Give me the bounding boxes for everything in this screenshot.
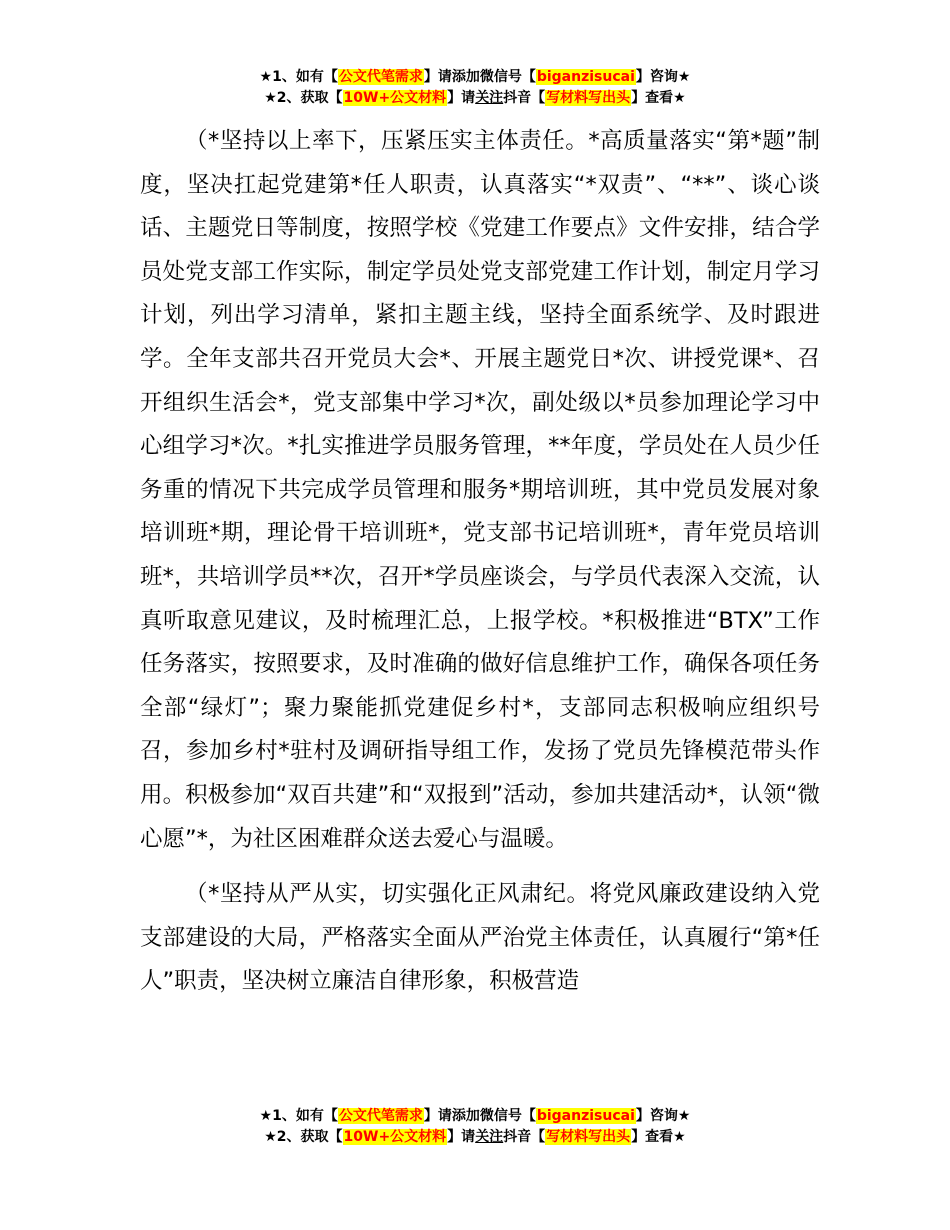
promo-highlight-ghostwriting: 公文代笔需求 bbox=[338, 69, 423, 85]
promo-line-2-suffix: 】查看★ bbox=[631, 1129, 686, 1145]
promo-line-2 bbox=[0, 1127, 950, 1148]
promo-highlight-ghostwriting: 公文代笔需求 bbox=[338, 1108, 423, 1124]
promo-highlight-wechat-id: biganzisucai bbox=[536, 1108, 635, 1124]
promo-line-2-middle-before: 】请 bbox=[447, 90, 476, 106]
promo-highlight-douyin-account: 写材料写出头 bbox=[546, 1129, 631, 1145]
promo-line-1-middle: 】请添加微信号【 bbox=[423, 69, 536, 85]
promo-highlight-wechat-id: biganzisucai bbox=[536, 69, 635, 85]
promo-underlined-follow: 关注 bbox=[475, 90, 504, 106]
promo-banner-top bbox=[0, 67, 950, 109]
promo-line-2-middle-after: 抖音【 bbox=[503, 90, 546, 106]
promo-highlight-douyin-account: 写材料写出头 bbox=[546, 90, 631, 106]
promo-line-2 bbox=[0, 88, 950, 109]
promo-line-1 bbox=[0, 1106, 950, 1127]
promo-line-2-suffix: 】查看★ bbox=[631, 90, 686, 106]
promo-line-1-prefix: ★1、如有【 bbox=[259, 1108, 338, 1124]
promo-highlight-materials: 10W+公文材料 bbox=[343, 1129, 447, 1145]
promo-line-1-prefix: ★1、如有【 bbox=[259, 69, 338, 85]
promo-line-1-middle: 】请添加微信号【 bbox=[423, 1108, 536, 1124]
promo-line-1-suffix: 】咨询★ bbox=[635, 69, 691, 85]
promo-underlined-follow: 关注 bbox=[475, 1129, 504, 1145]
promo-line-1-suffix: 】咨询★ bbox=[635, 1108, 691, 1124]
promo-line-2-prefix: ★2、获取【 bbox=[264, 90, 343, 106]
promo-banner-bottom bbox=[0, 1106, 950, 1148]
promo-line-1 bbox=[0, 67, 950, 88]
promo-highlight-materials: 10W+公文材料 bbox=[343, 90, 447, 106]
promo-line-2-middle-after: 抖音【 bbox=[503, 1129, 546, 1145]
paragraph-discipline: （*坚持从严从实，切实强化正风肃纪。将党风廉政建设纳入党支部建设的大局，严格落实全面从严治党主体责任，认真履行“第*任人”职责，坚决树立廉洁自律形象，积极营造 bbox=[140, 881, 820, 995]
document-body bbox=[140, 120, 820, 1004]
promo-line-2-middle-before: 】请 bbox=[447, 1129, 476, 1145]
promo-line-2-prefix: ★2、获取【 bbox=[264, 1129, 343, 1145]
paragraph-responsibility: （*坚持以上率下，压紧压实主体责任。*高质量落实“第*题”制度，坚决扛起党建第*任人职责，认真落实“*双责”、“**”、谈心谈话、主题党日等制度，按照学校《党建工作要点》文件安排，结合学员处党支部工作实际，制定学员处党支部党建工作计划，制定月学习计划，列出学习清单，紧扣主题主线，坚持全面系统学、及时跟进学。全年支部共召开党员大会*、开展主题党日*次、讲授党课*、召开组织生活会*，党支部集中学习*次，副处级以*员参加理论学习中心组学习*次。*扎实推进学员服务管理，**年度，学员处在人员少任务重的情况下共完成学员管理和服务*期培训班，其中党员发展对象培训班*期，理论骨干培训班*，党支部书记培训班*，青年党员培训班*，共培训学员**次，召开*学员座谈会，与学员代表深入交流，认真听取意见建议，及时梳理汇总，上报学校。*积极推进“BTX”工作任务落实，按照要求，及时准确的做好信息维护工作，确保各项任务全部“绿灯”；聚力聚能抓党建促乡村*，支部同志积极响应组织号召，参加乡村*驻村及调研指导组工作，发扬了党员先锋模范带头作用。积极参加“双百共建”和“双报到”活动，参加共建活动*，认领“微心愿”*，为社区困难群众送去爱心与温暖。 bbox=[140, 128, 820, 852]
